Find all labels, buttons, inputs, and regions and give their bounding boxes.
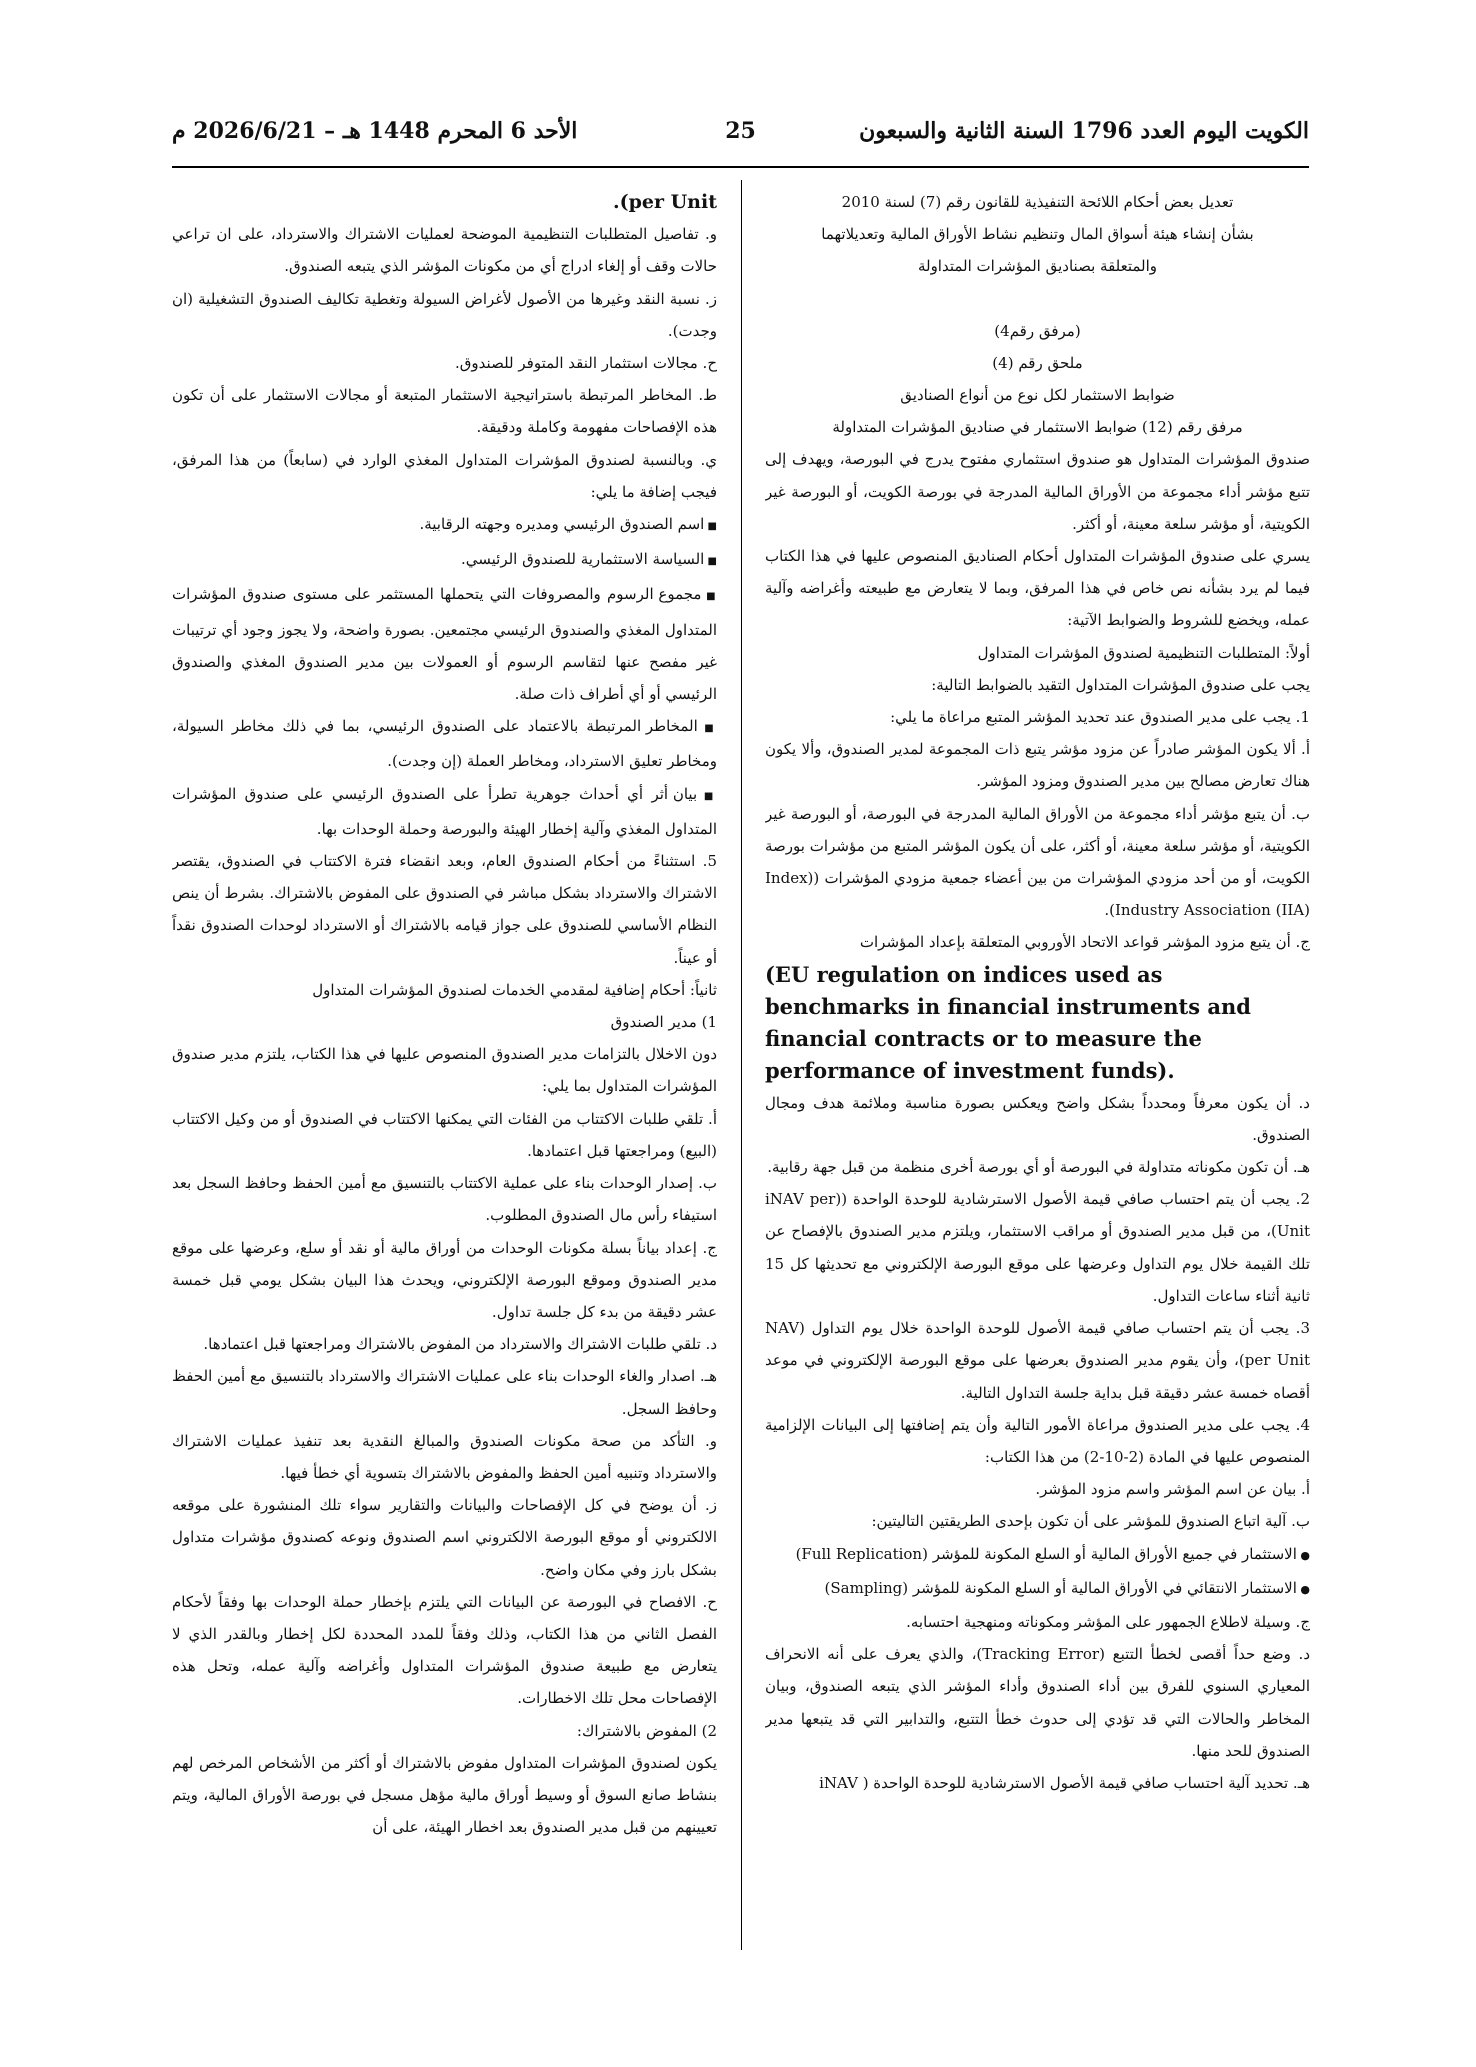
bullet-item: ■ بيان أثر أي أحداث جوهرية تطرأ على الصندوق الرئيسي على صندوق المؤشرات المتداول المغذي وآلية إخطار الهيئة والبورصة وحملة الوحدات بها.: [172, 778, 717, 845]
attachment-label: (مرفق رقم4): [994, 321, 1081, 340]
clause: 4. يجب على مدير الصندوق مراعاة الأمور التالية وأن يتم إضافتها إلى البيانات الإلزامية المنصوص عليها في المادة (2-10-2) من هذا الكتاب:: [765, 1415, 1310, 1466]
bullet-item: ● الاستثمار الانتقائي في الأوراق المالية أو السلع المكونة للمؤشر (Sampling): [765, 1572, 1310, 1606]
bullet-item: ■ مجموع الرسوم والمصروفات التي يتحملها المستثمر على مستوى صندوق المؤشرات المتداول المغذي والصندوق الرئيسي مجتمعين. بصورة واضحة، ولا يجوز وجود أي ترتيبات غير مفصح عنها لتقاسم الرسوم أو العمولات بين مدير الصندوق المغذي والصندوق الرئيسي أو أي أطراف ذات صلة.: [172, 578, 717, 710]
title-line: تعديل بعض أحكام اللائحة التنفيذية للقانون رقم (7) لسنة 2010: [841, 193, 1234, 211]
bullet-item: ● الاستثمار في جميع الأوراق المالية أو السلع المكونة للمؤشر (Full Replication): [765, 1538, 1310, 1572]
clause: ب. إصدار الوحدات بناء على عملية الاكتتاب بالتنسيق مع أمين الحفظ وحافظ السجل بعد استيفاء رأس مال الصندوق المطلوب.: [172, 1174, 717, 1225]
clause: ج. إعداد بياناً بسلة مكونات الوحدات من أوراق مالية أو نقد أو سلع، وعرضها على موقع مدير الصندوق وموقع البورصة الإلكتروني، ويحدث هذا البيان بشكل يومي قبل خمسة عشر دقيقة من بدء كل جلسة تداول.: [172, 1238, 717, 1321]
left-column: [172, 186, 717, 1956]
subheading: ثانياً: أحكام إضافية لمقدمي الخدمات لصندوق المؤشرات المتداول: [312, 980, 717, 999]
clause: 3. يجب أن يتم احتساب صافي قيمة الأصول للوحدة الواحدة خلال يوم التداول (NAV per Unit)، وأن يقوم مدير الصندوق بعرضها على موقع البورصة الإلكتروني في موعد أقصاه خمسة عشر دقيقة قبل بداية جلسة التداول التالية.: [765, 1319, 1310, 1402]
clause: د. وضع حداً أقصى لخطأ التتبع (Tracking Error)، والذي يعرف على أنه الانحراف المعياري السنوي للفرق بين أداء الصندوق وأداء المؤشر الذي يتبعه الصندوق، وبيان المخاطر والحالات التي قد تؤدي إلى حدوث خطأ التتبع، والتدابير التي قد يتبعها مدير الصندوق للحد منها.: [765, 1645, 1310, 1760]
bullet-item: ■ السياسة الاستثمارية للصندوق الرئيسي.: [172, 543, 717, 578]
paragraph: صندوق المؤشرات المتداول هو صندوق استثماري مفتوح يدرج في البورصة، ويهدف إلى تتبع مؤشر أداء مجموعة من الأوراق المالية المدرجة في بورصة الكويت، أو البورصة غير الكويتية، أو مؤشر سلعة معينة، أو أكثر.: [765, 450, 1310, 533]
clause: هـ. اصدار والغاء الوحدات بناء على عمليات الاشتراك والاسترداد بالتنسيق مع أمين الحفظ وحافظ السجل.: [172, 1367, 717, 1418]
clause: و. التأكد من صحة مكونات الصندوق والمبالغ النقدية بعد تنفيذ عمليات الاشتراك والاسترداد وتنبيه أمين الحفظ والمفوض بالاشتراك بتسوية أي خطأ فيها.: [172, 1431, 717, 1482]
clause: د. تلقي طلبات الاشتراك والاسترداد من المفوض بالاشتراك ومراجعتها قبل اعتمادها.: [203, 1335, 717, 1354]
clause: ج. وسيلة لاطلاع الجمهور على المؤشر ومكوناته ومنهجية احتسابه.: [906, 1612, 1310, 1631]
right-column: [765, 186, 1310, 1956]
clause: ب. أن يتبع مؤشر أداء مجموعة من الأوراق المالية المدرجة في البورصة، أو البورصة غير الكويتية، أو مؤشر سلعة معينة، أو أكثر، على أن يكون المؤشر المتبع من مؤشرات بورصة الكويت، أو من أحد مزودي المؤشرات من بين أعضاء جمعية مزودي المؤشرات ((Index Industry Association (IIA)).: [765, 804, 1310, 920]
continuation: per Unit).: [613, 191, 717, 213]
clause: ز. نسبة النقد وغيرها من الأصول لأغراض السيولة وتغطية تكاليف الصندوق التشغيلية (ان وجدت).: [172, 289, 717, 340]
latin-citation: (EU regulation on indices used as benchmarks in financial instruments and financial contracts or to measure the performance of investment funds).: [765, 961, 1251, 1083]
bullet-item: ■ اسم الصندوق الرئيسي ومديره وجهته الرقابية.: [172, 508, 717, 543]
clause: 1. يجب على مدير الصندوق عند تحديد المؤشر المتبع مراعاة ما يلي:: [890, 708, 1310, 727]
clause: ح. مجالات استثمار النقد المتوفر للصندوق.: [455, 354, 717, 373]
clause: ط. المخاطر المرتبطة باستراتيجية الاستثمار المتبعة أو مجالات الاستثمار على أن تكون هذه الإفصاحات مفهومة وكاملة ودقيقة.: [172, 386, 717, 437]
paragraph: يسري على صندوق المؤشرات المتداول أحكام الصناديق المنصوص عليها في هذا الكتاب فيما لم يرد بشأنه نص خاص في هذا المرفق، وبما لا يتعارض مع طبيعته وأغراضه وآلية عمله، ويخضع للشروط والضوابط الآتية:: [765, 547, 1310, 630]
page-number: 25: [725, 118, 756, 144]
clause: 2. يجب أن يتم احتساب صافي قيمة الأصول الاسترشادية للوحدة الواحدة ((iNAV per Unit)، من قبل مدير الصندوق أو مراقب الاستثمار، ويلتزم مدير الصندوق بالإفصاح عن تلك القيمة خلال يوم التداول وعرضها على موقع البورصة الإلكتروني مع تحديثها كل 15 ثانية أثناء ساعات التداول.: [765, 1190, 1310, 1305]
subheading: 2) المفوض بالاشتراك:: [576, 1721, 717, 1740]
clause: ب. آلية اتباع الصندوق للمؤشر على أن تكون بإحدى الطريقتين التاليتين:: [871, 1512, 1310, 1531]
paragraph: يجب على صندوق المؤشرات المتداول التقيد بالضوابط التالية:: [931, 675, 1310, 694]
clause: د. أن يكون معرفاً ومحدداً بشكل واضح ويعكس بصورة مناسبة وملائمة هدف ومجال الصندوق.: [765, 1093, 1310, 1144]
clause: هـ. تحديد آلية احتساب صافي قيمة الأصول الاسترشادية للوحدة الواحدة ( iNAV: [819, 1773, 1310, 1792]
clause: أ. تلقي طلبات الاكتتاب من الفئات التي يمكنها الاكتتاب في الصندوق أو من وكيل الاكتتاب (البيع) ومراجعتها قبل اعتمادها.: [172, 1109, 717, 1160]
section-heading: مرفق رقم (12) ضوابط الاستثمار في صناديق المؤشرات المتداولة: [832, 418, 1243, 437]
subheading: 1) مدير الصندوق: [610, 1013, 717, 1032]
clause: ح. الافصاح في البورصة عن البيانات التي يلتزم بإخطار حملة الوحدات بها وفقاً لأحكام الفصل الثاني من هذا الكتاب، وذلك وفقاً للمدد المحددة لكل إخطار وبالقدر الذي لا يتعارض مع طبيعة صندوق المؤشرات المتداول وأغراضه وآلية عمله، وتحل هذه الإفصاحات محل تلك الاخطارات.: [172, 1592, 717, 1708]
clause: أ. ألا يكون المؤشر صادراً عن مزود مؤشر يتبع ذات المجموعة لمدير الصندوق، وألا يكون هناك تعارض مصالح بين مدير الصندوق ومزود المؤشر.: [765, 740, 1310, 791]
section-heading: ضوابط الاستثمار لكل نوع من أنواع الصناديق: [900, 386, 1175, 405]
column-divider: [741, 180, 742, 1950]
clause: أ. بيان عن اسم المؤشر واسم مزود المؤشر.: [1035, 1480, 1310, 1499]
annex-label: ملحق رقم (4): [992, 353, 1083, 372]
gazette-issue: الكويت اليوم العدد 1796 السنة الثانية والسبعون: [859, 118, 1309, 144]
issue-date: الأحد 6 المحرم 1448 هـ – 2026/6/21 م: [172, 118, 578, 144]
page-header: [172, 118, 1309, 158]
clause: ج. أن يتبع مزود المؤشر قواعد الاتحاد الأوروبي المتعلقة بإعداد المؤشرات: [859, 933, 1310, 952]
title-line: بشأن إنشاء هيئة أسواق المال وتنظيم نشاط الأوراق المالية وتعديلاتهما: [821, 225, 1254, 244]
bullet-item: ■ المخاطر المرتبطة بالاعتماد على الصندوق الرئيسي، بما في ذلك مخاطر السيولة، ومخاطر تعليق الاسترداد، ومخاطر العملة (إن وجدت).: [172, 710, 717, 777]
clause: ز. أن يوضح في كل الإفصاحات والبيانات والتقارير سواء تلك المنشورة على موقعه الالكتروني أو موقع البورصة الالكتروني اسم الصندوق ونوعه كصندوق مؤشرات متداول بشكل بارز وفي مكان واضح.: [172, 1496, 717, 1579]
clause: 5. استثناءً من أحكام الصندوق العام، وبعد انقضاء فترة الاكتتاب في الصندوق، يقتصر الاشتراك والاسترداد بشكل مباشر في الصندوق على المفوض بالاشتراك. بشرط أن ينص النظام الأساسي للصندوق على جواز قيامه بالاشتراك أو الاسترداد لوحدات الصندوق نقداً أو عيناً.: [172, 852, 717, 967]
paragraph: دون الاخلال بالتزامات مدير الصندوق المنصوص عليها في هذا الكتاب، يلتزم مدير صندوق المؤشرات المتداول بما يلي:: [172, 1045, 717, 1096]
paragraph: يكون لصندوق المؤشرات المتداول مفوض بالاشتراك أو أكثر من الأشخاص المرخص لهم بنشاط صانع السوق أو وسيط أوراق مالية مؤهل مسجل في بورصة الأوراق المالية، ويتم تعيينهم من قبل مدير الصندوق بعد اخطار الهيئة، على أن: [172, 1753, 717, 1837]
clause: و. تفاصيل المتطلبات التنظيمية الموضحة لعمليات الاشتراك والاسترداد، على ان تراعي حالات وقف أو إلغاء ادراج أي من مكونات المؤشر الذي يتبعه الصندوق.: [172, 225, 717, 276]
clause: هـ. أن تكون مكوناته متداولة في البورصة أو أي بورصة أخرى منظمة من قبل جهة رقابية.: [767, 1158, 1310, 1177]
subheading: أولاً: المتطلبات التنظيمية لصندوق المؤشرات المتداول: [977, 643, 1310, 662]
title-line: والمتعلقة بصناديق المؤشرات المتداولة: [917, 257, 1158, 276]
header-rule: [172, 166, 1309, 168]
clause: ي. وبالنسبة لصندوق المؤشرات المتداول المغذي الوارد في (سابعاً) من هذا المرفق، فيجب إضافة ما يلي:: [172, 450, 717, 501]
